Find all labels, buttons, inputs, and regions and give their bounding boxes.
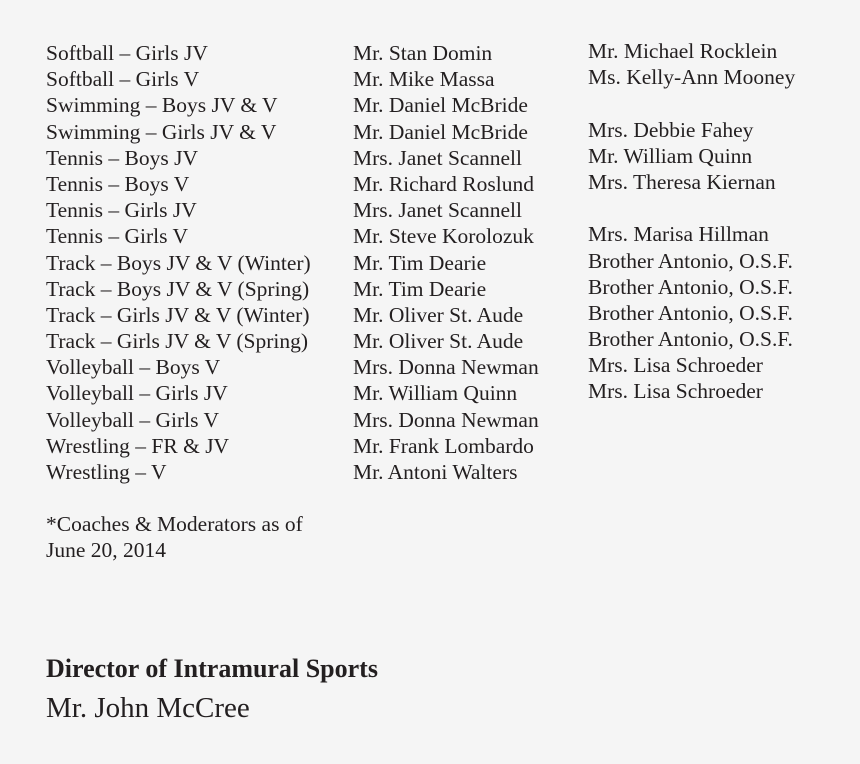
sport-item: Wrestling – V (46, 460, 167, 484)
spacer (588, 90, 795, 116)
coach-name: Mr. Oliver St. Aude (353, 302, 524, 327)
sport-item: Tennis – Girls V (46, 224, 189, 249)
coaches-column (353, 40, 539, 485)
coach-name: Mr. Steve Korolozuk (353, 224, 534, 249)
footnote (46, 511, 303, 563)
coach-name: Mr. Oliver St. Aude (353, 329, 524, 354)
moderator-name: Mrs. Lisa Schroeder (588, 379, 763, 404)
spacer (588, 195, 795, 221)
sport-item: Tennis – Boys JV (46, 145, 198, 170)
sport-item: Swimming – Boys JV & V (46, 93, 278, 118)
sport-item: Volleyball – Girls V (46, 407, 219, 432)
coach-name: Mr. Tim Dearie (353, 250, 487, 275)
moderator-name: Mr. William Quinn (588, 143, 753, 168)
coach-name: Mrs. Janet Scannell (353, 145, 522, 170)
sport-item: Volleyball – Boys V (46, 355, 221, 380)
moderator-name: Mr. Michael Rocklein (588, 39, 778, 63)
sport-item: Track – Girls JV & V (Spring) (46, 329, 309, 354)
moderators-column (588, 38, 795, 405)
director-heading: Director of Intramural Sports (46, 654, 378, 683)
coach-name: Mr. Frank Lombardo (353, 433, 534, 458)
coach-name: Mr. Daniel McBride (353, 119, 528, 144)
sport-item: Softball – Girls JV (46, 41, 208, 65)
moderator-name: Mrs. Marisa Hillman (588, 222, 769, 247)
coach-name: Mr. Richard Roslund (353, 171, 534, 196)
sport-item: Tennis – Girls JV (46, 198, 197, 223)
coach-name: Mr. Tim Dearie (353, 276, 487, 301)
footnote-date: June 20, 2014 (46, 538, 167, 562)
coach-name: Mr. Antoni Walters (353, 460, 518, 484)
sport-item: Volleyball – Girls JV (46, 381, 228, 406)
sport-item: Track – Boys JV & V (Winter) (46, 250, 311, 275)
coach-name: Mrs. Janet Scannell (353, 198, 522, 223)
moderator-name: Mrs. Lisa Schroeder (588, 353, 763, 378)
moderator-name: Brother Antonio, O.S.F. (588, 327, 793, 352)
coach-name: Mr. Daniel McBride (353, 93, 528, 118)
moderator-name: Mrs. Theresa Kiernan (588, 169, 776, 194)
sport-item: Track – Boys JV & V (Spring) (46, 276, 310, 301)
director-name: Mr. John McCree (46, 692, 250, 724)
moderator-name: Brother Antonio, O.S.F. (588, 274, 793, 299)
footnote-line: *Coaches & Moderators as of (46, 512, 303, 536)
coach-name: Mr. Mike Massa (353, 67, 495, 92)
sport-item: Wrestling – FR & JV (46, 433, 230, 458)
moderator-name: Ms. Kelly-Ann Mooney (588, 65, 796, 90)
moderator-name: Brother Antonio, O.S.F. (588, 248, 793, 273)
coach-name: Mr. William Quinn (353, 381, 518, 406)
coach-name: Mrs. Donna Newman (353, 355, 539, 380)
moderator-name: Brother Antonio, O.S.F. (588, 300, 793, 325)
moderator-name: Mrs. Debbie Fahey (588, 117, 754, 142)
coach-name: Mr. Stan Domin (353, 41, 493, 65)
sport-item: Softball – Girls V (46, 67, 200, 92)
coach-name: Mrs. Donna Newman (353, 407, 539, 432)
sport-item: Tennis – Boys V (46, 171, 190, 196)
sport-item: Swimming – Girls JV & V (46, 119, 277, 144)
sports-column (46, 40, 311, 485)
sport-item: Track – Girls JV & V (Winter) (46, 302, 310, 327)
